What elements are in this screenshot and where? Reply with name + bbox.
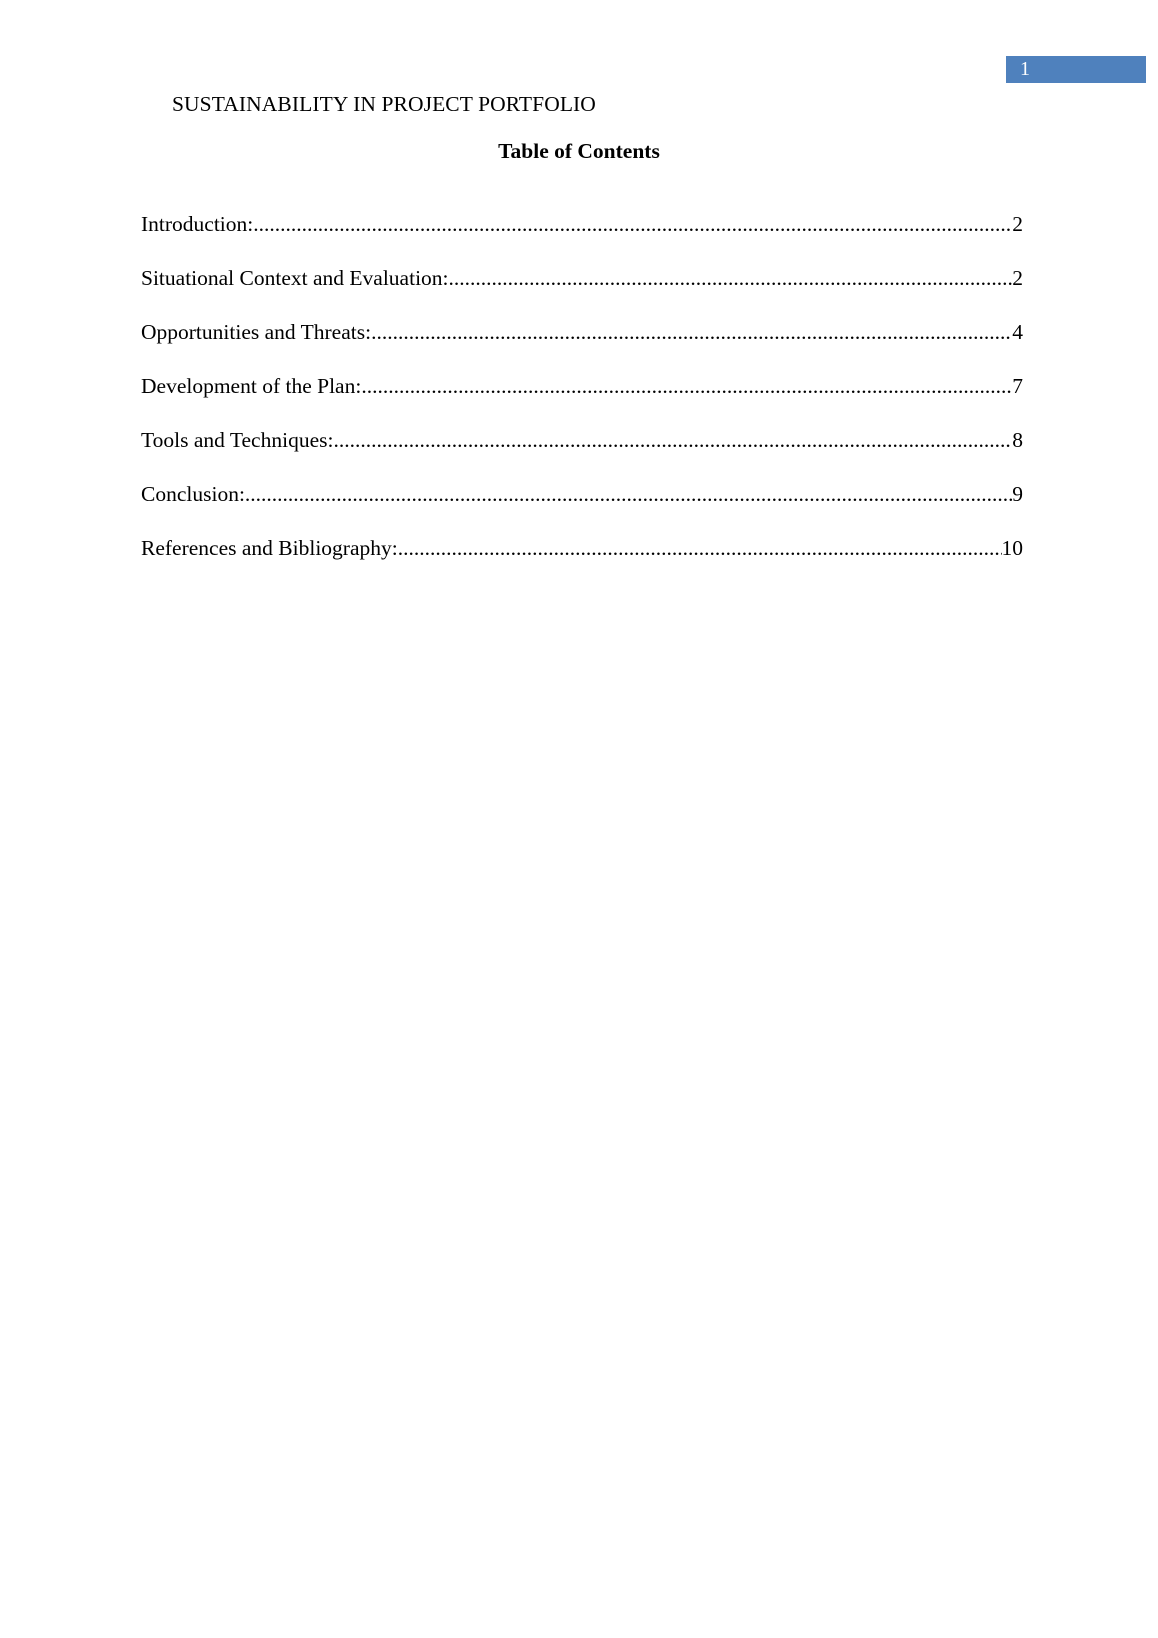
toc-entry-title[interactable]: Situational Context and Evaluation: xyxy=(141,266,449,290)
toc-entry-situational-context[interactable] xyxy=(141,266,1023,320)
toc-dot-leader xyxy=(245,482,1012,507)
toc-entry-introduction[interactable] xyxy=(141,212,1023,266)
page-number: 1 xyxy=(1020,58,1030,80)
running-head: SUSTAINABILITY IN PROJECT PORTFOLIO xyxy=(172,92,596,116)
toc-entry-page[interactable]: 9 xyxy=(1012,482,1023,506)
toc-entry-title[interactable]: Tools and Techniques: xyxy=(141,428,334,452)
toc-dot-leader xyxy=(333,428,1012,453)
toc-entry-title[interactable]: Conclusion: xyxy=(141,482,245,506)
toc-entry-references[interactable] xyxy=(141,536,1023,590)
table-of-contents xyxy=(141,212,1023,590)
toc-dot-leader xyxy=(253,212,1012,237)
toc-entry-opportunities-threats[interactable] xyxy=(141,320,1023,374)
toc-entry-page[interactable]: 8 xyxy=(1012,428,1023,452)
toc-entry-page[interactable]: 7 xyxy=(1012,374,1023,398)
toc-entry-page[interactable]: 10 xyxy=(1001,536,1023,560)
toc-dot-leader xyxy=(361,374,1012,399)
toc-dot-leader xyxy=(398,536,1002,561)
page-number-badge xyxy=(1006,56,1146,83)
toc-entry-page[interactable]: 2 xyxy=(1012,212,1023,236)
toc-entry-title[interactable]: Development of the Plan: xyxy=(141,374,362,398)
toc-heading: Table of Contents xyxy=(498,139,660,163)
toc-entry-title[interactable]: References and Bibliography: xyxy=(141,536,398,560)
toc-entry-page[interactable]: 4 xyxy=(1012,320,1023,344)
toc-entry-tools-techniques[interactable] xyxy=(141,428,1023,482)
toc-entry-conclusion[interactable] xyxy=(141,482,1023,536)
toc-entry-development-plan[interactable] xyxy=(141,374,1023,428)
toc-dot-leader xyxy=(449,266,1013,291)
toc-entry-title[interactable]: Introduction: xyxy=(141,212,254,236)
toc-dot-leader xyxy=(371,320,1012,345)
toc-entry-title[interactable]: Opportunities and Threats: xyxy=(141,320,372,344)
toc-entry-page[interactable]: 2 xyxy=(1012,266,1023,290)
